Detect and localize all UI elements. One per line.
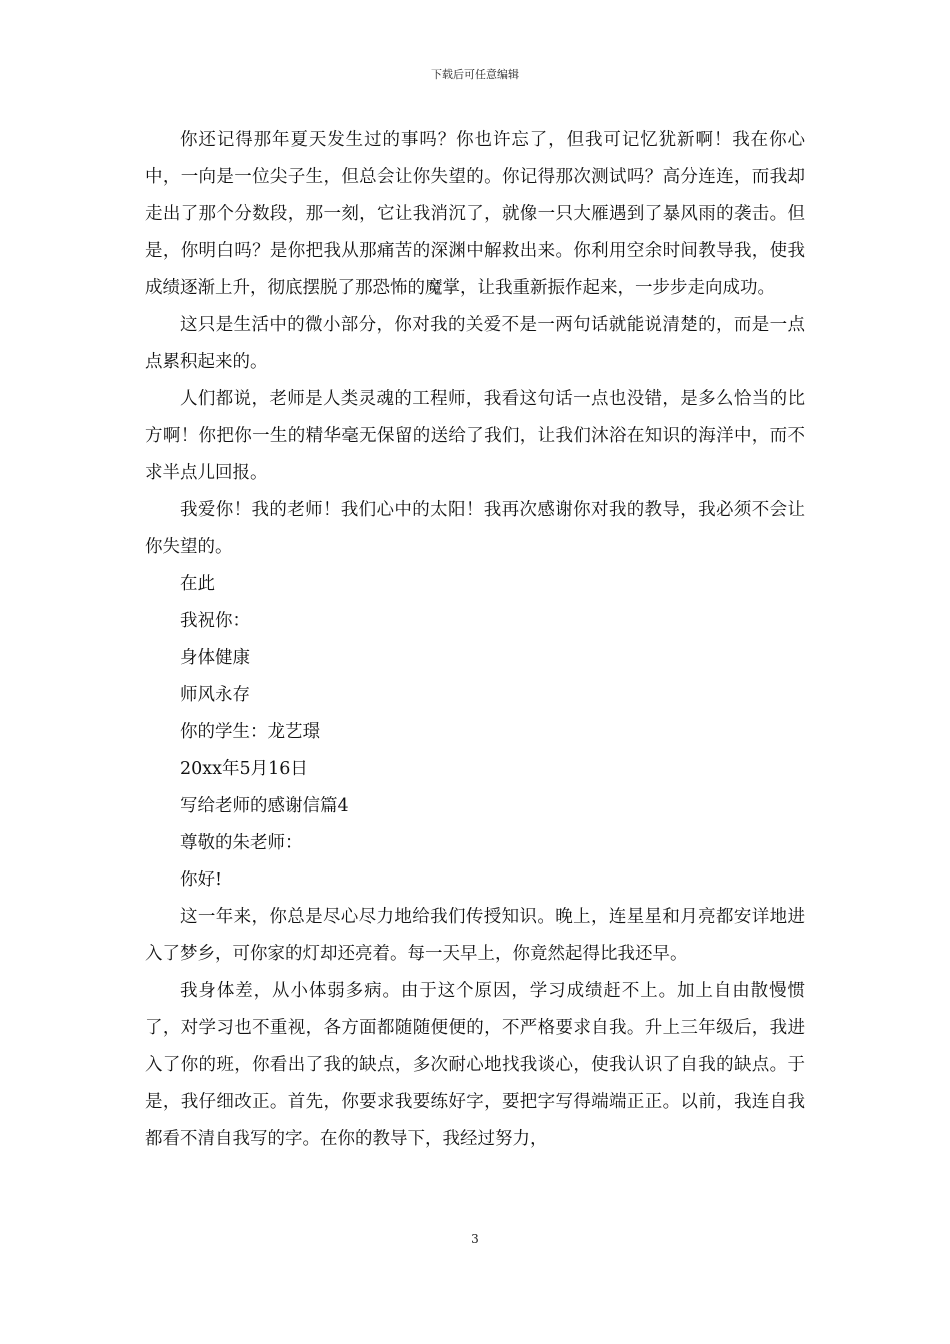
paragraph-care: 这只是生活中的微小部分，你对我的关爱不是一两句话就能说清楚的，而是一点点累积起来的。 (145, 315, 805, 372)
salutation: 尊敬的朱老师： (180, 833, 303, 853)
closing-health: 身体健康 (180, 648, 250, 668)
closing-line: 在此 (180, 574, 215, 594)
signature: 你的学生：龙艺璟 (180, 722, 320, 742)
closing-wish: 我祝你： (180, 611, 250, 631)
section-title: 写给老师的感谢信篇4 (180, 796, 349, 816)
closing-teacher: 师风永存 (180, 685, 250, 705)
paragraph-memory: 你还记得那年夏天发生过的事吗？你也许忘了，但我可记忆犹新啊！我在你心中，一向是一位尖子生，但总会让你失望的。你记得那次测试吗？高分连连，而我却走出了那个分数段，那一刻，它让我消沉了，就像一只大雁遇到了暴风雨的袭击。但是，你明白吗？是你把我从那痛苦的深渊中解救出来。你利用空余时间教导我，使我成绩逐渐上升，彻底摆脱了那恐怖的魔掌，让我重新振作起来，一步步走向成功。 (145, 130, 805, 298)
page-number: 3 (471, 1232, 479, 1246)
paragraph-love: 我爱你！我的老师！我们心中的太阳！我再次感谢你对我的教导，我必须不会让你失望的。 (145, 500, 805, 557)
paragraph-year: 这一年来，你总是尽心尽力地给我们传授知识。晚上，连星星和月亮都安详地进入了梦乡，可你家的灯却还亮着。每一天早上，你竟然起得比我还早。 (145, 907, 805, 964)
letter-date: 20xx年5月16日 (180, 759, 308, 779)
paragraph-weak: 我身体差，从小体弱多病。由于这个原因，学习成绩赶不上。加上自由散慢惯了，对学习也不重视，各方面都随随便便的，不严格要求自我。升上三年级后，我进入了你的班，你看出了我的缺点，多次耐心地找我谈心，使我认识了自我的缺点。于是，我仔细改正。首先，你要求我要练好字，要把字写得端端正正。以前，我连自我都看不清自我写的字。在你的教导下，我经过努力， (145, 981, 805, 1149)
page-header: 下载后可任意编辑 (431, 68, 519, 81)
greeting: 你好! (180, 870, 223, 890)
paragraph-engineer: 人们都说，老师是人类灵魂的工程师，我看这句话一点也没错，是多么恰当的比方啊！你把你一生的精华毫无保留的送给了我们，让我们沐浴在知识的海洋中，而不求半点儿回报。 (145, 389, 805, 483)
document-body (145, 122, 805, 1158)
